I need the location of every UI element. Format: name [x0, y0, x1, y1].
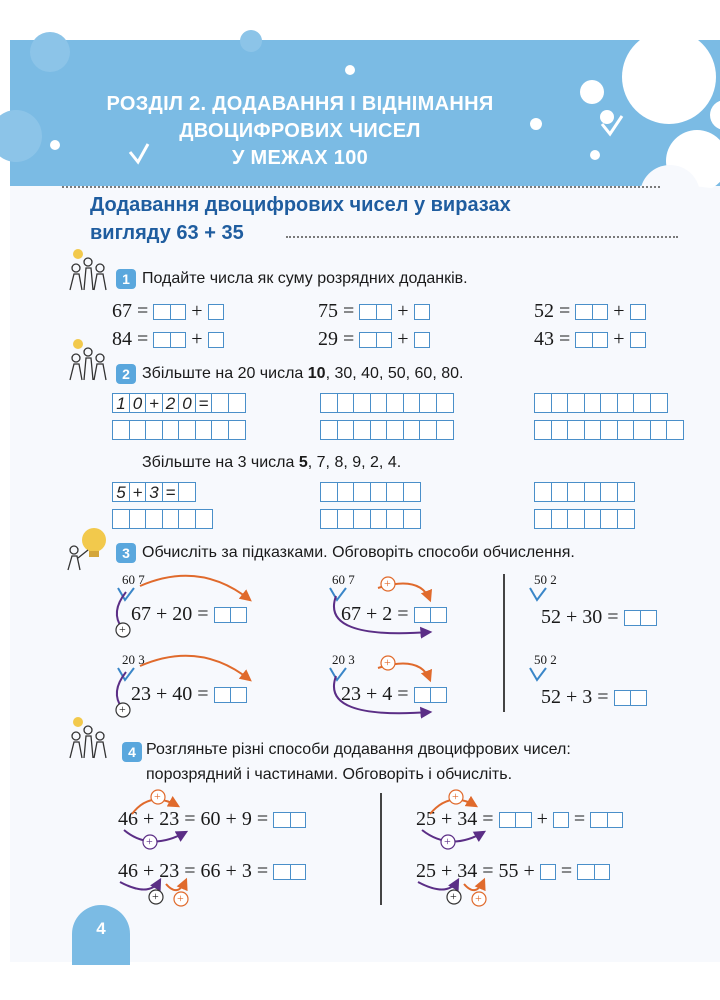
instruction-bold-number: 5	[298, 454, 308, 471]
expression-text: 52 + 30 =	[541, 606, 619, 628]
expression-text: 25 + 34 =	[416, 808, 494, 830]
expression-text: 52 + 3 =	[541, 686, 609, 708]
handwritten-digit: 0	[182, 394, 192, 413]
plus-sign: +	[191, 300, 203, 322]
equals-sign: =	[560, 860, 573, 882]
task1-number: 84 =	[112, 328, 149, 350]
task1-number: 52 =	[534, 300, 571, 322]
expression-text: 23 + 4 =	[341, 683, 409, 705]
task1-number: 29 =	[318, 328, 355, 350]
plus-sign: +	[397, 328, 409, 350]
plus-hint: +	[452, 789, 459, 803]
handwritten-digit: +	[132, 483, 143, 502]
digit-decomposition: 20 3	[332, 652, 355, 667]
task4-instruction-line2: порозрядний і частинами. Обговоріть і обчисліть.	[146, 766, 513, 783]
expression-text: 25 + 34 = 55 +	[416, 860, 535, 882]
expression-text: 67 + 2 =	[341, 603, 409, 625]
task-number-badge: 1	[116, 269, 136, 289]
instruction-text: Збільште на 20 числа	[142, 365, 308, 382]
instruction-bold-number: 10	[307, 365, 326, 382]
task1-instruction: Подайте числа як суму розрядних доданків.	[142, 270, 468, 287]
task3-instruction: Обчисліть за підказками. Обговоріть способи обчислення.	[142, 544, 575, 561]
plus-hint: +	[154, 789, 161, 803]
handwritten-digit: 5	[116, 483, 126, 502]
handwritten-digit: =	[198, 394, 209, 413]
expression-text: 67 + 20 =	[131, 603, 209, 625]
task-number-badge: 2	[116, 364, 136, 384]
lesson-title-line2: вигляду 63 + 35	[90, 222, 244, 244]
digit-decomposition: 60 7	[122, 572, 145, 587]
plus-sign: +	[191, 328, 203, 350]
plus-hint: +	[119, 622, 126, 636]
plus-sign: +	[613, 300, 625, 322]
plus-sign: +	[536, 808, 548, 830]
task1-number: 67 =	[112, 300, 149, 322]
chapter-title-line2: ДВОЦИФРОВИХ ЧИСЕЛ	[179, 120, 421, 142]
handwritten-digit: 2	[165, 394, 176, 413]
handwritten-digit: +	[149, 394, 159, 413]
digit-decomposition: 20 3	[122, 652, 145, 667]
chapter-title-line1: РОЗДІЛ 2. ДОДАВАННЯ І ВІДНІМАННЯ	[106, 93, 494, 115]
task-number-badge: 4	[122, 742, 142, 762]
plus-hint: +	[384, 576, 391, 590]
digit-decomposition: 60 7	[332, 572, 355, 587]
plus-hint: +	[444, 834, 451, 848]
chapter-title-line3: У МЕЖАХ 100	[231, 147, 369, 169]
page-number: 4	[72, 905, 130, 965]
handwritten-digit: 0	[132, 394, 143, 413]
plus-sign: +	[397, 300, 409, 322]
instruction-text: Збільште на 3 числа	[142, 454, 299, 471]
plus-hint: +	[152, 889, 159, 903]
handwritten-digit: 1	[116, 394, 126, 413]
task-number-badge: 3	[116, 543, 136, 563]
lesson-title-line1: Додавання двоцифрових чисел у виразах	[90, 194, 511, 216]
plus-sign: +	[613, 328, 625, 350]
equals-sign: =	[573, 808, 586, 830]
instruction-text: , 7, 8, 9, 2, 4.	[307, 454, 402, 471]
digit-decomposition: 50 2	[534, 572, 557, 587]
task1-number: 75 =	[318, 300, 355, 322]
task1-number: 43 =	[534, 328, 571, 350]
plus-hint: +	[384, 655, 391, 669]
task4-instruction-line1: Розгляньте різні способи додавання двоцифрових чисел:	[146, 741, 571, 758]
plus-hint: +	[119, 702, 126, 716]
plus-hint: +	[146, 834, 153, 848]
plus-hint: +	[475, 891, 482, 905]
expression-text: 46 + 23 = 66 + 3 =	[118, 860, 269, 882]
plus-hint: +	[450, 889, 457, 903]
instruction-text: , 30, 40, 50, 60, 80.	[325, 365, 464, 382]
plus-hint: +	[177, 891, 184, 905]
handwritten-digit: 3	[149, 483, 159, 502]
handwritten-digit: =	[165, 483, 176, 502]
expression-text: 46 + 23 = 60 + 9 =	[118, 808, 269, 830]
expression-text: 23 + 40 =	[131, 683, 209, 705]
digit-decomposition: 50 2	[534, 652, 557, 667]
